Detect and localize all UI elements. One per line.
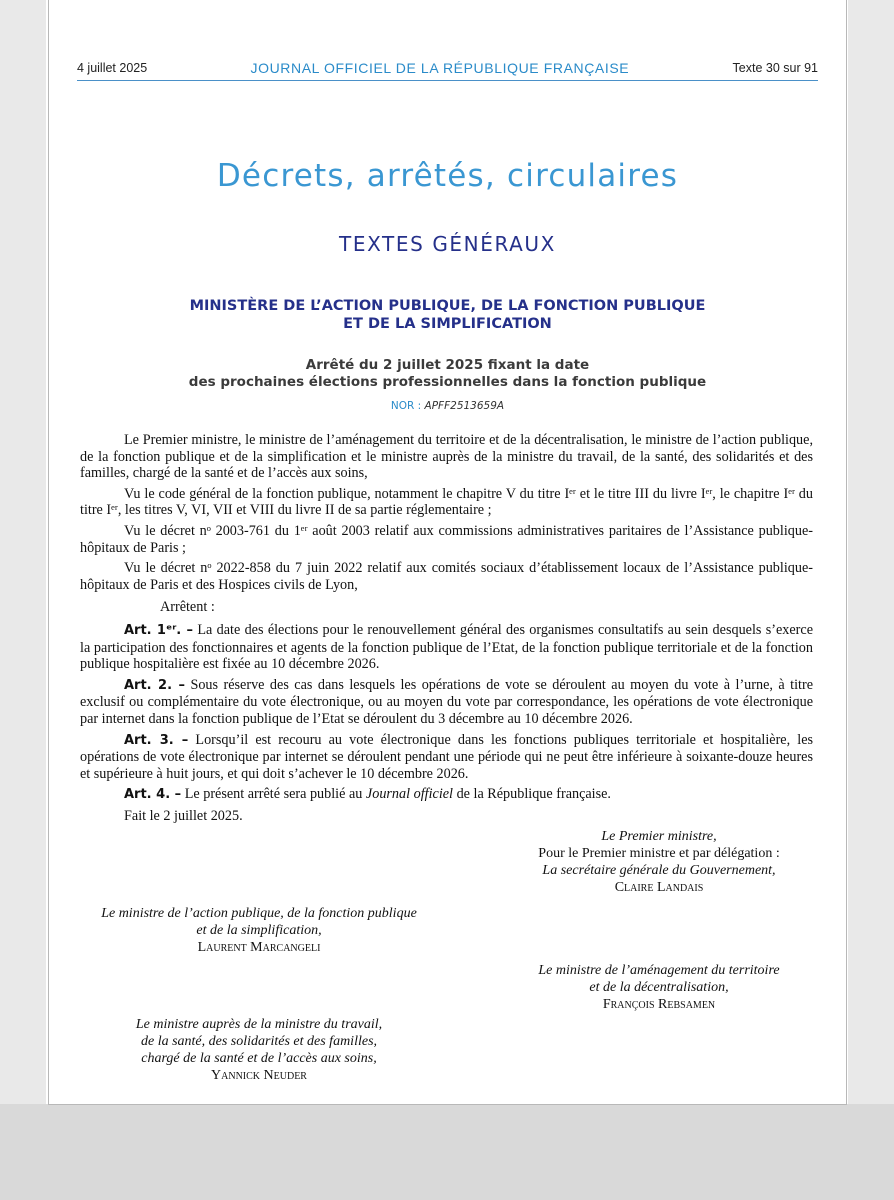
article-3 xyxy=(80,732,813,783)
signature-action-publique: Le ministre de l’action publique, de la fonction publique et de la simplification, Laurent Marcangeli xyxy=(69,905,449,956)
signatory-name: François Rebsamen xyxy=(602,997,716,1012)
arrete-title xyxy=(49,357,846,391)
viewer-background-right xyxy=(848,0,894,1200)
journal-title: JOURNAL OFFICIEL DE LA RÉPUBLIQUE FRANÇAISE xyxy=(250,60,630,76)
signature-sante: Le ministre auprès de la ministre du travail, de la santé, des solidarités et des familles, chargé de la santé et de l’accès aux soins, Yannick Neuder xyxy=(69,1016,449,1084)
preamble-paragraph: Vu le décret nᵒ 2022-858 du 7 juin 2022 relatif aux comités sociaux d’établissement locaux de l’Assistance publique-hôpitaux de Paris et des Hospices civils de Lyon, xyxy=(80,560,813,593)
document-body xyxy=(80,432,813,828)
signatory-name: Laurent Marcangeli xyxy=(197,940,321,955)
article-text: Lorsqu’il est recouru au vote électronique dans les fonctions publiques territoriale et hospitalière, les opérations de vote électronique par internet se déroulent pendant une période qui ne peut être inférieure à soixante-douze heures et supérieure à huit jours, et qui doit s’achever le 10 décembre 2026. xyxy=(80,731,814,782)
article-1 xyxy=(80,622,813,673)
arrete-title-line-1: Arrêté du 2 juillet 2025 fixant la date xyxy=(305,357,590,373)
article-label: Art. 2. – xyxy=(124,677,185,693)
done-date: Fait le 2 juillet 2025. xyxy=(124,807,243,824)
article-2 xyxy=(80,677,813,728)
nor-reference xyxy=(49,400,846,412)
preamble-paragraph: Vu le décret nᵒ 2003-761 du 1ᵉʳ août 2003 relatif aux commissions administratives paritaires de l’Assistance publique-hôpitaux de Paris ; xyxy=(80,522,813,556)
preamble-paragraph: Vu le code général de la fonction publique, notamment le chapitre V du titre Iᵉʳ et le titre III du livre Iᵉʳ, le chapitre Iᵉʳ du titre Iᵉʳ, les titres V, VI, VII et VIII du livre II de sa partie réglementaire ; xyxy=(80,485,813,519)
ministry-heading xyxy=(49,297,846,333)
viewer-background-bottom xyxy=(0,1104,894,1200)
text-count: Texte 30 sur 91 xyxy=(732,61,818,75)
ministry-line-2: ET DE LA SIMPLIFICATION xyxy=(343,316,552,332)
article-label: Art. 1ᵉʳ. – xyxy=(124,622,194,638)
article-text: La date des élections pour le renouvellement général des organismes consultatifs au sein desquels s’exerce la participation des fonctionnaires et agents de la fonction publique de l’Etat, de la fonction publique territoriale et de la fonction publique hospitalière est fixée au 10 décembre 2026. xyxy=(80,621,813,673)
article-label: Art. 3. – xyxy=(124,732,189,748)
viewer-background-left xyxy=(0,0,46,1200)
arretent: Arrêtent : xyxy=(160,599,215,616)
nor-label: NOR : xyxy=(390,400,422,412)
nor-code: APFF2513659A xyxy=(424,400,505,412)
signatory-name: Claire Landais xyxy=(614,880,704,895)
article-text: Sous réserve des cas dans lesquels les opérations de vote se déroulent au moyen du vote à l’urne, à titre exclusif ou complémentaire du vote électronique, ou au moyen du vote par correspondance, les opérations de vote électronique par internet dans la fonction publique de l’Etat se déroulent du 3 décembre au 10 décembre 2026. xyxy=(80,676,813,727)
journal-officiel-italic: Journal officiel xyxy=(365,786,454,803)
ministry-line-1: MINISTÈRE DE L’ACTION PUBLIQUE, DE LA FONCTION PUBLIQUE xyxy=(189,298,706,314)
section-title: Décrets, arrêtés, circulaires xyxy=(216,158,679,194)
publication-date: 4 juillet 2025 xyxy=(77,61,148,75)
page-header xyxy=(77,56,818,81)
signature-prime-minister: Le Premier ministre, Pour le Premier ministre et par délégation : La secrétaire générale du Gouvernement, Claire Landais xyxy=(509,828,809,896)
document-page[interactable] xyxy=(48,0,847,1105)
article-label: Art. 4. – xyxy=(124,787,182,803)
subsection-title: TEXTES GÉNÉRAUX xyxy=(339,232,556,256)
arrete-title-line-2: des prochaines élections professionnelles dans la fonction publique xyxy=(188,374,707,390)
signatory-name: Yannick Neuder xyxy=(211,1068,307,1083)
signature-amenagement: Le ministre de l’aménagement du territoire et de la décentralisation, François Rebsamen xyxy=(499,962,819,1013)
preamble-paragraph: Le Premier ministre, le ministre de l’aménagement du territoire et de la décentralisation, le ministre de l’action publique, de la fonction publique et de la simplification et le ministre auprès de la ministre du travail, de la santé, des solidarités et des familles, chargé de la santé et de l’accès aux soins, xyxy=(80,432,813,482)
article-4: Art. 4. – Le présent arrêté sera publié au Journal officiel de la République française. xyxy=(124,786,611,803)
